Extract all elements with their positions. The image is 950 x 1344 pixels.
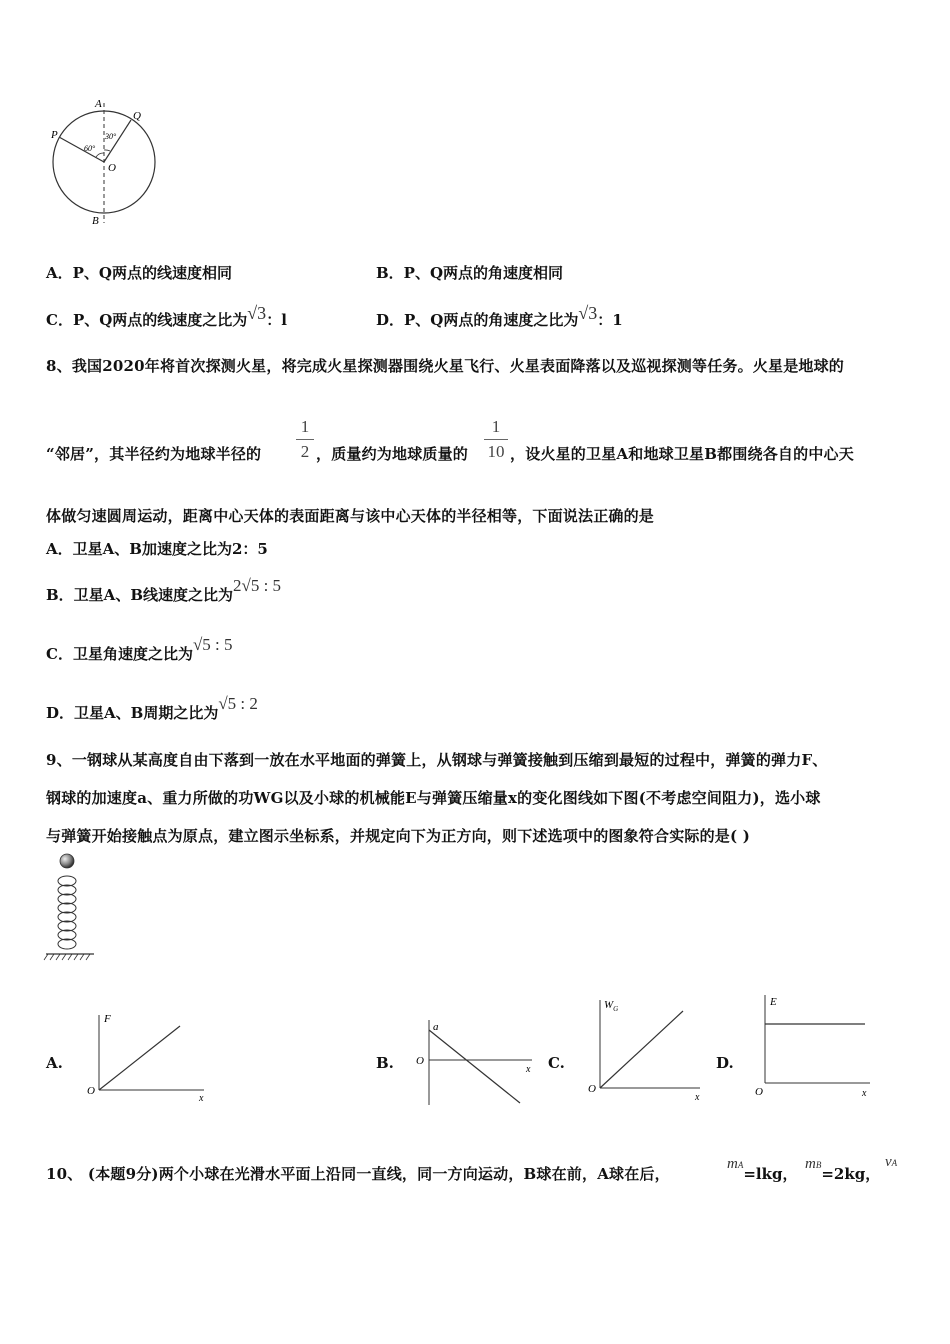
label-b: B	[92, 215, 99, 227]
q8-option-c-text: C．卫星角速度之比为	[46, 645, 193, 663]
frac2-den: 10	[487, 442, 505, 461]
q9-option-d[interactable]: D.	[716, 1054, 734, 1072]
spring-figure	[42, 848, 102, 966]
q8-line3: 体做匀速圆周运动，距离中心天体的表面距离与该中心天体的半径相等，下面说法正确的是	[46, 507, 655, 525]
circle-figure	[40, 95, 165, 230]
graph-d-xlabel: x	[862, 1088, 867, 1099]
label-a: A	[95, 98, 102, 110]
sqrt3-d: √3	[578, 303, 598, 323]
q8-line2-c: ，设火星的卫星A和地球卫星B都围绕各自的中心天	[510, 445, 854, 463]
q8-option-c-math: √5 : 5	[192, 635, 233, 654]
q8-option-b-math: 2√5 : 5	[233, 576, 282, 595]
q10-mb-sub: B	[815, 1160, 822, 1170]
graph-a-xlabel: x	[199, 1093, 204, 1104]
q7-option-c[interactable]	[46, 303, 287, 330]
fraction-half	[296, 417, 314, 462]
q10-mb-value: =2kg，	[821, 1165, 881, 1183]
graph-c[interactable]	[585, 995, 705, 1105]
q10-ma-value: =lkg，	[743, 1165, 798, 1183]
q7-option-d-ratio: ：1	[597, 311, 623, 329]
svg-text:WG	[604, 999, 618, 1013]
q8-line2-b: ，质量约为地球质量的	[316, 445, 469, 463]
label-angle60: 60°	[84, 144, 96, 153]
q9-option-c[interactable]: C.	[548, 1054, 565, 1072]
q10-va-sym: v	[885, 1154, 892, 1170]
label-angle30: 30°	[105, 132, 117, 141]
frac1-num: 1	[300, 417, 310, 436]
q10-va-sub: A	[891, 1158, 898, 1168]
q7-option-c-ratio: ：l	[266, 311, 287, 329]
fraction-tenth	[484, 417, 508, 462]
q8-option-c[interactable]	[46, 635, 233, 664]
graph-c-ylabel: W	[604, 999, 614, 1011]
graph-d[interactable]	[752, 990, 877, 1100]
q7-option-a[interactable]: A．P、Q两点的线速度相同	[46, 264, 232, 282]
q10-mass-a	[727, 1152, 798, 1183]
q9-option-b[interactable]: B.	[376, 1054, 394, 1072]
q8-option-b[interactable]	[46, 576, 282, 605]
graph-b-origin: O	[416, 1055, 424, 1067]
q8-option-d-text: D．卫星A、B周期之比为	[46, 704, 219, 722]
q7-option-d-text: D．P、Q两点的角速度之比为	[376, 311, 579, 329]
label-p: P	[51, 129, 58, 141]
graph-c-ysub: G	[613, 1005, 619, 1013]
q7-option-d[interactable]	[376, 303, 623, 330]
q10-ma-sub: A	[737, 1160, 744, 1170]
q8-option-b-text: B．卫星A、B线速度之比为	[46, 586, 233, 604]
q10-line: 10、 (本题9分)两个小球在光滑水平面上沿同一直线，同一方向运动，B球在前，A球在后，	[46, 1165, 670, 1183]
q8-option-d[interactable]	[46, 694, 258, 723]
sqrt3-c: √3	[247, 303, 267, 323]
q7-option-b[interactable]: B．P、Q两点的角速度相同	[376, 264, 564, 282]
q7-option-c-text: C．P、Q两点的线速度之比为	[46, 311, 248, 329]
graph-b-xlabel: x	[526, 1064, 531, 1075]
q10-ma-sym: m	[727, 1156, 738, 1172]
graph-a[interactable]	[84, 1010, 214, 1105]
graph-c-origin: O	[588, 1083, 596, 1095]
graph-a-ylabel: F	[104, 1013, 111, 1025]
q9-line3: 与弹簧开始接触点为原点，建立图示坐标系，并规定向下为正方向，则下述选项中的图象符合实际的是( )	[46, 827, 751, 845]
graph-d-ylabel: E	[770, 996, 777, 1008]
label-q: Q	[133, 110, 141, 122]
q10-mb-sym: m	[805, 1156, 816, 1172]
q10-velocity-a	[885, 1152, 897, 1171]
q8-option-d-math: √5 : 2	[218, 694, 258, 713]
frac1-den: 2	[300, 442, 310, 461]
q10-mass-b	[805, 1152, 881, 1183]
graph-b[interactable]	[412, 1010, 537, 1110]
q9-option-a[interactable]: A.	[46, 1054, 63, 1072]
q9-line2: 钢球的加速度a、重力所做的功WG以及小球的机械能E与弹簧压缩量x的变化图线如下图(不考虑空间阻力)，选小球	[46, 789, 821, 807]
q8-line1: 8、我国2020年将首次探测火星，将完成火星探测器围绕火星飞行、火星表面降落以及巡视探测等任务。火星是地球的	[46, 357, 844, 375]
graph-a-origin: O	[87, 1085, 95, 1097]
q9-line1: 9、一钢球从某高度自由下落到一放在水平地面的弹簧上，从钢球与弹簧接触到压缩到最短的过程中，弹簧的弹力F、	[46, 751, 828, 769]
frac2-num: 1	[491, 417, 501, 436]
graph-d-origin: O	[755, 1086, 763, 1098]
q8-option-a[interactable]: A．卫星A、B加速度之比为2：5	[46, 540, 268, 558]
q8-line2-a: “邻居”，其半径约为地球半径的	[46, 445, 262, 463]
graph-b-ylabel: a	[433, 1021, 439, 1033]
graph-c-xlabel: x	[695, 1092, 700, 1103]
label-o: O	[108, 162, 116, 174]
